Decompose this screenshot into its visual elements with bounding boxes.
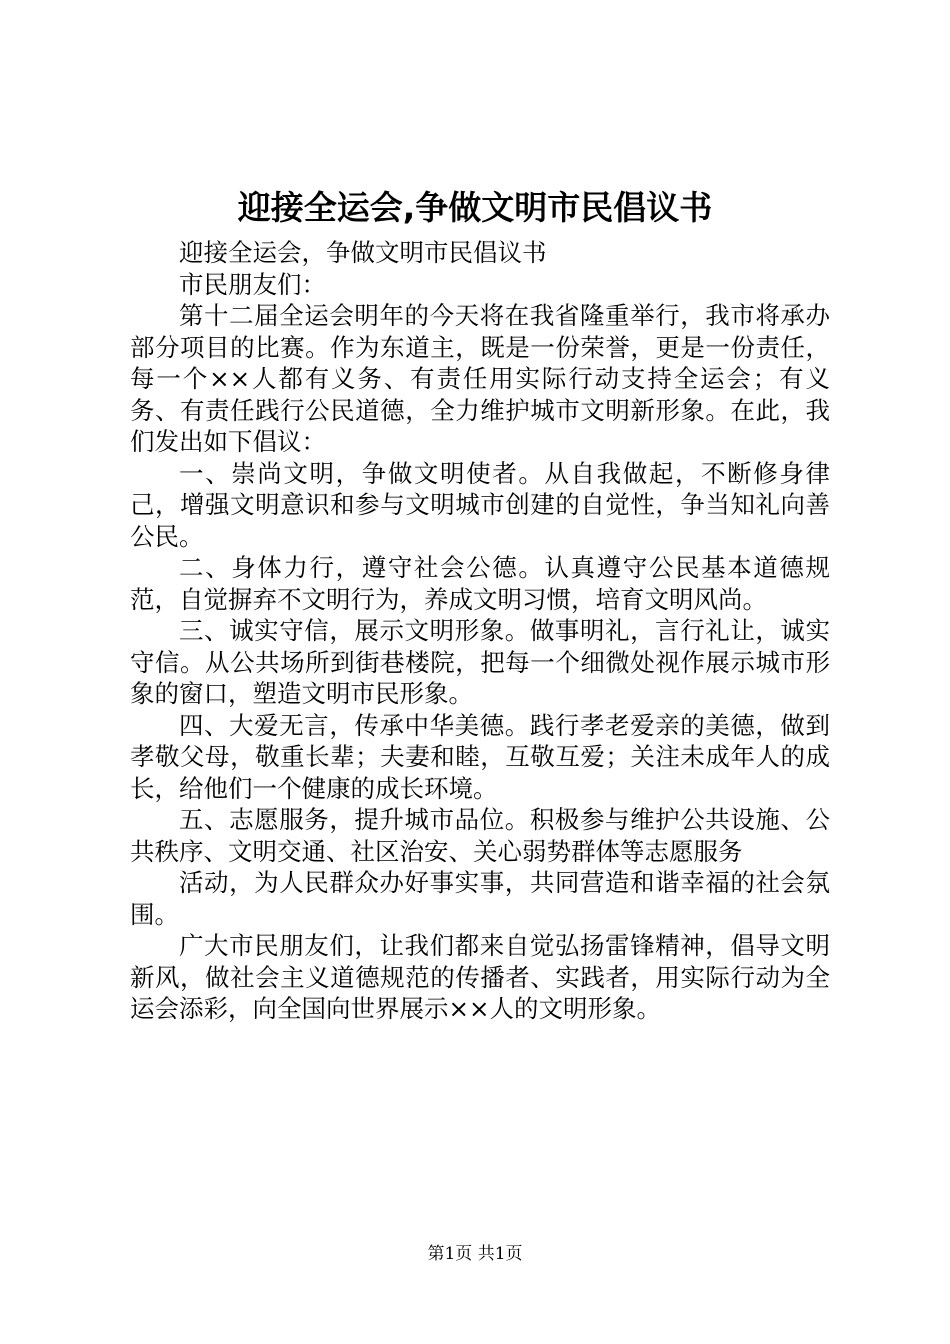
- paragraph: 一、崇尚文明，争做文明使者。从自我做起，不断修身律己，增强文明意识和参与文明城市创建的自觉性，争当知礼向善公民。: [130, 458, 830, 551]
- paragraph: 活动，为人民群众办好事实事，共同营造和谐幸福的社会氛围。: [130, 868, 830, 929]
- paragraph: 三、诚实守信，展示文明形象。做事明礼，言行礼让，诚实守信。从公共场所到街巷楼院，把每一个细微处视作展示城市形象的窗口，塑造文明市民形象。: [130, 616, 830, 708]
- paragraph: 迎接全运会，争做文明市民倡议书: [179, 238, 547, 267]
- paragraph: 四、大爱无言，传承中华美德。践行孝老爱亲的美德，做到孝敬父母，敬重长辈；夫妻和睦，互敬互爱；关注未成年人的成长，给他们一个健康的成长环境。: [130, 710, 830, 803]
- page-footer: 第1页 共1页: [427, 1244, 523, 1264]
- paragraph: 第十二届全运会明年的今天将在我省隆重举行，我市将承办部分项目的比赛。作为东道主，既是一份荣誉，更是一份责任，每一个××人都有义务、有责任用实际行动支持全运会；有义务、有责任践行公民道德，全力维护城市文明新形象。在此，我们发出如下倡议：: [130, 301, 830, 456]
- document-title: 迎接全运会,争做文明市民倡议书: [237, 188, 713, 227]
- document-body: [130, 237, 830, 1025]
- paragraph: 广大市民朋友们，让我们都来自觉弘扬雷锋精神，倡导文明新风，做社会主义道德规范的传播者、实践者，用实际行动为全运会添彩，向全国向世界展示××人的文明形象。: [130, 931, 830, 1023]
- paragraph: 二、身体力行，遵守社会公德。认真遵守公民基本道德规范，自觉摒弃不文明行为，养成文明习惯，培育文明风尚。: [130, 553, 830, 614]
- paragraph: 市民朋友们：: [179, 269, 326, 299]
- paragraph: 五、志愿服务，提升城市品位。积极参与维护公共设施、公共秩序、文明交通、社区治安、关心弱势群体等志愿服务: [130, 805, 830, 866]
